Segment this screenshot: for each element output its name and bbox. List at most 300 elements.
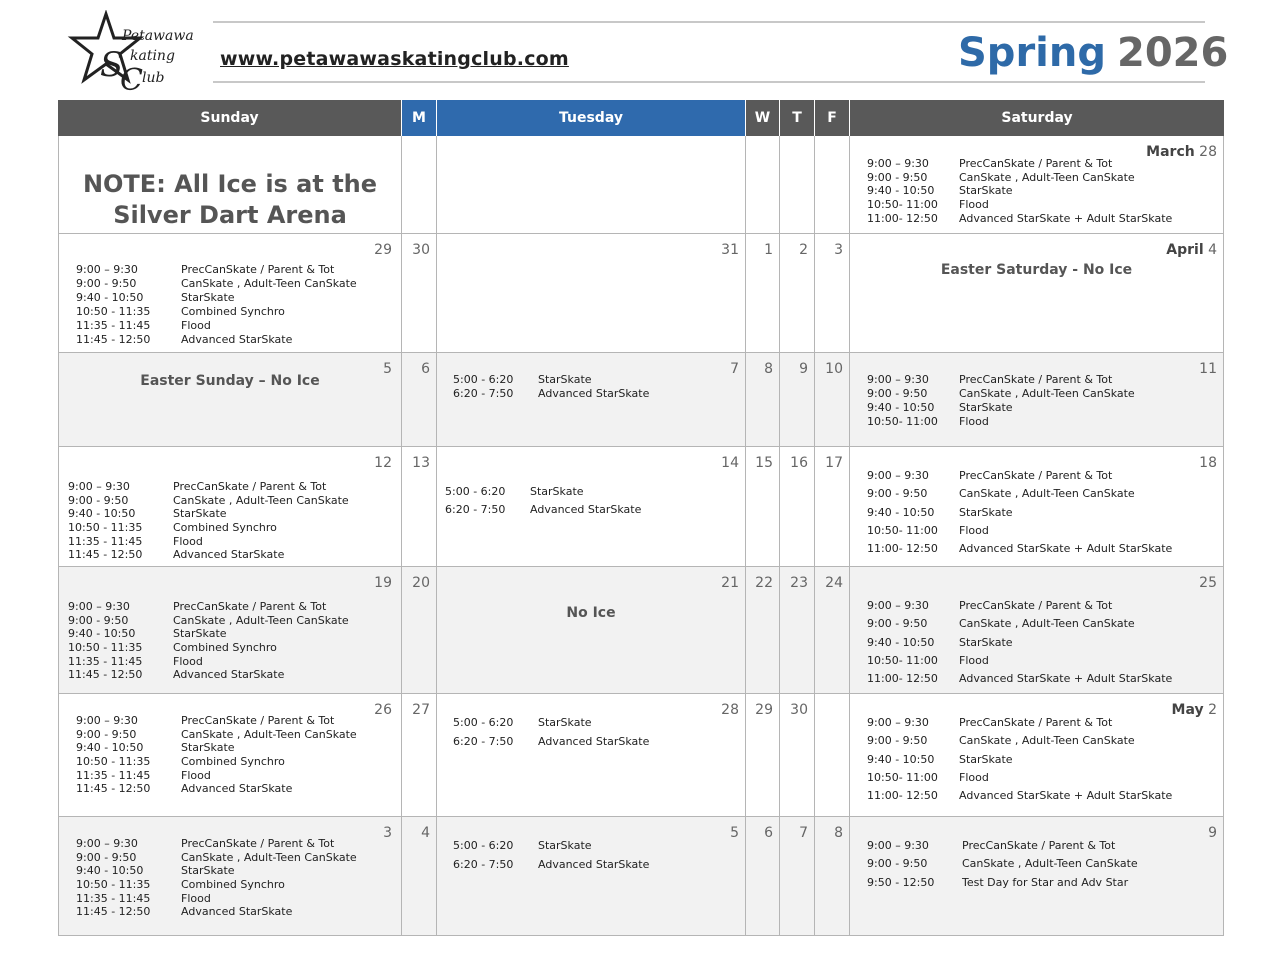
session-activity: StarSkate xyxy=(530,485,584,498)
schedule-row xyxy=(68,507,349,521)
schedule-row xyxy=(76,305,357,319)
session-activity: StarSkate xyxy=(181,864,235,878)
session-time: 9:00 - 9:50 xyxy=(867,170,928,184)
day-number xyxy=(790,455,808,471)
session-time: 9:00 - 9:50 xyxy=(867,857,928,871)
website-link[interactable]: www.petawawaskatingclub.com xyxy=(220,48,569,70)
session-time: 9:40 - 10:50 xyxy=(867,752,935,766)
session-activity: StarSkate xyxy=(538,716,592,729)
day-number xyxy=(764,242,773,258)
schedule-block xyxy=(867,469,1172,560)
schedule-row xyxy=(867,734,1172,752)
session-time: 6:20 - 7:50 xyxy=(453,387,514,400)
day-number-value: 2 xyxy=(1208,702,1217,718)
session-time: 9:00 - 9:50 xyxy=(76,850,137,864)
session-activity: StarSkate xyxy=(959,635,1013,649)
schedule-row xyxy=(867,401,1135,415)
session-time: 11:00- 12:50 xyxy=(867,211,938,225)
day-number xyxy=(825,575,843,591)
day-cell-tue xyxy=(437,353,746,447)
day-number xyxy=(799,242,808,258)
schedule-row xyxy=(867,157,1172,171)
session-time: 5:00 - 6:20 xyxy=(453,839,514,852)
session-time: 11:00- 12:50 xyxy=(867,542,938,556)
session-time: 10:50- 11:00 xyxy=(867,198,938,212)
day-note: Easter Sunday – No Ice xyxy=(140,373,320,389)
schedule-row xyxy=(76,714,357,728)
column-header-sat: Saturday xyxy=(850,100,1224,136)
session-activity: Combined Synchro xyxy=(173,521,277,535)
day-number-value: 8 xyxy=(834,825,843,841)
day-number-value: 27 xyxy=(412,702,430,718)
schedule-row xyxy=(867,789,1172,807)
schedule-block xyxy=(867,599,1172,690)
session-activity: StarSkate xyxy=(538,839,592,852)
day-number xyxy=(412,575,430,591)
session-time: 9:40 - 10:50 xyxy=(76,291,144,304)
day-number-value: 12 xyxy=(374,455,392,471)
schedule-row xyxy=(76,769,357,783)
schedule-row xyxy=(68,548,349,562)
day-number xyxy=(412,702,430,718)
calendar-grid xyxy=(58,100,1224,936)
day-cell-m xyxy=(402,234,437,353)
schedule-row xyxy=(867,599,1172,617)
day-number-value: 25 xyxy=(1199,575,1217,591)
session-time: 11:45 - 12:50 xyxy=(76,782,151,796)
day-cell-f xyxy=(815,447,850,567)
schedule-row xyxy=(68,614,349,628)
day-number xyxy=(1199,361,1217,377)
session-activity: PrecCanSkate / Parent & Tot xyxy=(959,716,1113,729)
session-activity: Advanced StarSkate xyxy=(538,857,650,871)
session-time: 10:50 - 11:35 xyxy=(68,521,143,535)
schedule-row xyxy=(867,506,1172,524)
session-activity: CanSkate , Adult-Teen CanSkate xyxy=(173,493,349,507)
session-time: 10:50 - 11:35 xyxy=(76,755,151,769)
day-number-value: 24 xyxy=(825,575,843,591)
day-cell-w xyxy=(746,353,780,447)
session-time: 11:45 - 12:50 xyxy=(68,668,143,682)
day-cell-sun xyxy=(58,353,402,447)
year-title: 2026 xyxy=(1117,30,1229,76)
session-time: 9:00 – 9:30 xyxy=(76,263,138,276)
schedule-row xyxy=(68,668,349,682)
day-number-value: 20 xyxy=(412,575,430,591)
session-time: 9:50 - 12:50 xyxy=(867,875,935,889)
day-note: Easter Saturday - No Ice xyxy=(940,262,1133,278)
session-activity: StarSkate xyxy=(181,741,235,755)
session-activity: Combined Synchro xyxy=(173,641,277,655)
session-time: 9:00 - 9:50 xyxy=(76,727,137,741)
schedule-row xyxy=(68,600,349,614)
schedule-row xyxy=(76,291,357,305)
session-time: 9:00 – 9:30 xyxy=(68,600,130,613)
day-number xyxy=(374,575,392,591)
day-number-value: 8 xyxy=(764,361,773,377)
schedule-row xyxy=(867,876,1138,894)
session-activity: Combined Synchro xyxy=(181,755,285,769)
day-cell-sat xyxy=(850,817,1224,936)
session-time: 9:40 - 10:50 xyxy=(76,864,144,878)
schedule-row xyxy=(68,535,349,549)
schedule-row xyxy=(867,212,1172,226)
session-time: 9:00 – 9:30 xyxy=(76,714,138,727)
session-time: 9:00 - 9:50 xyxy=(76,277,137,290)
session-activity: CanSkate , Adult-Teen CanSkate xyxy=(959,170,1135,184)
session-time: 9:00 – 9:30 xyxy=(867,373,929,386)
schedule-block xyxy=(867,373,1135,429)
schedule-row xyxy=(867,171,1172,185)
day-number-value: 4 xyxy=(1208,242,1217,258)
session-activity: StarSkate xyxy=(959,752,1013,766)
schedule-block xyxy=(76,714,357,796)
day-number-value: 13 xyxy=(412,455,430,471)
schedule-row xyxy=(76,892,357,906)
schedule-row xyxy=(76,905,357,919)
session-time: 9:00 – 9:30 xyxy=(76,837,138,850)
day-cell-sat xyxy=(850,136,1224,234)
schedule-row xyxy=(867,198,1172,212)
session-time: 9:00 – 9:30 xyxy=(867,157,929,170)
column-header-sun: Sunday xyxy=(58,100,402,136)
day-number-value: 7 xyxy=(799,825,808,841)
day-number-value: 21 xyxy=(721,575,739,591)
session-time: 10:50- 11:00 xyxy=(867,653,938,667)
session-activity: Flood xyxy=(959,198,989,212)
day-number xyxy=(721,575,739,591)
session-activity: StarSkate xyxy=(959,401,1013,414)
schedule-block xyxy=(867,716,1172,807)
day-number-value: 10 xyxy=(825,361,843,377)
day-number xyxy=(421,361,430,377)
session-activity: Advanced StarSkate xyxy=(538,734,650,748)
day-cell-f xyxy=(815,817,850,936)
day-cell-f xyxy=(815,136,850,234)
day-number xyxy=(730,825,739,841)
day-number xyxy=(730,361,739,377)
schedule-row xyxy=(76,333,357,347)
session-activity: CanSkate , Adult-Teen CanSkate xyxy=(181,277,357,290)
schedule-row xyxy=(76,782,357,796)
session-activity: Advanced StarSkate + Adult StarSkate xyxy=(959,672,1173,686)
day-number xyxy=(755,702,773,718)
day-cell-sun xyxy=(58,567,402,694)
session-time: 6:20 - 7:50 xyxy=(453,734,514,748)
column-header-m: M xyxy=(402,100,437,136)
session-time: 9:40 - 10:50 xyxy=(867,635,935,649)
header-rule-bottom xyxy=(213,81,1205,83)
day-cell-m xyxy=(402,353,437,447)
session-activity: CanSkate , Adult-Teen CanSkate xyxy=(962,857,1138,871)
session-time: 10:50- 11:00 xyxy=(867,523,938,537)
day-cell-tue xyxy=(437,567,746,694)
day-cell-sun xyxy=(58,817,402,936)
session-activity: Combined Synchro xyxy=(181,305,285,318)
session-activity: Combined Synchro xyxy=(181,878,285,892)
schedule-row xyxy=(867,839,1138,857)
session-time: 9:00 - 9:50 xyxy=(68,493,129,507)
column-header-f: F xyxy=(815,100,850,136)
session-activity: Test Day for Star and Adv Star xyxy=(962,875,1129,889)
day-cell-sat xyxy=(850,234,1224,353)
schedule-block xyxy=(68,480,349,562)
day-number-value: 5 xyxy=(383,361,392,377)
schedule-row xyxy=(453,716,649,735)
day-number-value: 6 xyxy=(764,825,773,841)
day-cell-m xyxy=(402,136,437,234)
day-note: No Ice xyxy=(566,605,616,621)
schedule-row xyxy=(68,480,349,494)
day-number-value: 3 xyxy=(834,242,843,258)
session-activity: Flood xyxy=(959,770,989,784)
note-line-2: Silver Dart Arena xyxy=(113,201,347,229)
day-number xyxy=(764,361,773,377)
session-time: 9:00 - 9:50 xyxy=(68,613,129,627)
day-number xyxy=(374,455,392,471)
session-activity: Advanced StarSkate xyxy=(538,387,650,400)
session-time: 9:40 - 10:50 xyxy=(68,627,136,641)
day-number-value: 15 xyxy=(755,455,773,471)
session-time: 11:35 - 11:45 xyxy=(76,768,151,782)
schedule-row xyxy=(76,728,357,742)
day-number-value: 28 xyxy=(1199,144,1217,160)
day-cell-t xyxy=(780,567,815,694)
session-time: 6:20 - 7:50 xyxy=(445,503,506,516)
season-title: Spring xyxy=(958,30,1106,76)
session-activity: PrecCanSkate / Parent & Tot xyxy=(173,480,327,493)
day-number xyxy=(790,575,808,591)
schedule-row xyxy=(68,627,349,641)
session-activity: PrecCanSkate / Parent & Tot xyxy=(181,837,335,850)
day-cell-tue xyxy=(437,694,746,817)
schedule-row xyxy=(76,755,357,769)
session-activity: PrecCanSkate / Parent & Tot xyxy=(181,714,335,727)
schedule-row xyxy=(867,654,1172,672)
day-cell-sun xyxy=(58,136,402,234)
day-cell-sat xyxy=(850,447,1224,567)
session-time: 11:45 - 12:50 xyxy=(76,905,151,919)
session-activity: Flood xyxy=(959,415,989,428)
session-activity: Advanced StarSkate xyxy=(173,548,285,562)
day-number-value: 16 xyxy=(790,455,808,471)
schedule-block xyxy=(453,373,649,401)
schedule-block xyxy=(76,837,357,919)
day-cell-m xyxy=(402,447,437,567)
day-number-value: 18 xyxy=(1199,455,1217,471)
session-activity: StarSkate xyxy=(959,505,1013,519)
session-activity: StarSkate xyxy=(173,627,227,641)
session-activity: StarSkate xyxy=(181,291,235,304)
schedule-block xyxy=(445,485,641,521)
session-time: 9:00 – 9:30 xyxy=(867,716,929,729)
day-cell-tue xyxy=(437,234,746,353)
schedule-row xyxy=(867,487,1172,505)
day-cell-t xyxy=(780,234,815,353)
schedule-row xyxy=(867,636,1172,654)
session-time: 9:40 - 10:50 xyxy=(867,184,935,198)
svg-text:S: S xyxy=(100,45,124,85)
day-cell-tue xyxy=(437,447,746,567)
session-time: 9:00 – 9:30 xyxy=(68,480,130,493)
schedule-row xyxy=(68,521,349,535)
session-activity: PrecCanSkate / Parent & Tot xyxy=(959,469,1113,482)
schedule-row xyxy=(867,184,1172,198)
day-cell-sun xyxy=(58,694,402,817)
session-time: 10:50 - 11:35 xyxy=(76,305,151,318)
schedule-row xyxy=(453,858,649,877)
day-number-value: 14 xyxy=(721,455,739,471)
month-label: May xyxy=(1171,702,1204,718)
day-number xyxy=(1199,575,1217,591)
schedule-row xyxy=(867,753,1172,771)
day-number-value: 9 xyxy=(1208,825,1217,841)
svg-text:C: C xyxy=(120,63,143,94)
skating-club-logo xyxy=(60,10,210,94)
schedule-row xyxy=(76,319,357,333)
session-activity: Advanced StarSkate xyxy=(181,905,293,919)
schedule-row xyxy=(453,373,649,387)
day-cell-w xyxy=(746,447,780,567)
schedule-row xyxy=(867,415,1135,429)
day-number xyxy=(421,825,430,841)
session-activity: Advanced StarSkate + Adult StarSkate xyxy=(959,789,1173,803)
session-activity: PrecCanSkate / Parent & Tot xyxy=(959,599,1113,612)
session-activity: CanSkate , Adult-Teen CanSkate xyxy=(181,850,357,864)
day-cell-w xyxy=(746,817,780,936)
day-number xyxy=(721,455,739,471)
session-activity: PrecCanSkate / Parent & Tot xyxy=(959,373,1113,386)
day-number-value: 6 xyxy=(421,361,430,377)
schedule-row xyxy=(867,672,1172,690)
day-cell-t xyxy=(780,136,815,234)
day-number xyxy=(383,825,392,841)
session-activity: Advanced StarSkate xyxy=(173,668,285,682)
session-activity: Flood xyxy=(173,534,203,548)
session-activity: Advanced StarSkate + Adult StarSkate xyxy=(959,542,1173,556)
day-cell-f xyxy=(815,694,850,817)
session-activity: PrecCanSkate / Parent & Tot xyxy=(181,263,335,276)
day-number xyxy=(755,455,773,471)
session-activity: PrecCanSkate / Parent & Tot xyxy=(173,600,327,613)
svg-text:Petawawa: Petawawa xyxy=(122,28,194,44)
day-cell-w xyxy=(746,567,780,694)
session-time: 5:00 - 6:20 xyxy=(445,485,506,498)
day-number-value: 29 xyxy=(374,242,392,258)
day-number xyxy=(1199,455,1217,471)
day-number xyxy=(799,361,808,377)
day-number xyxy=(834,825,843,841)
day-cell-w xyxy=(746,694,780,817)
day-number xyxy=(825,361,843,377)
day-cell-tue xyxy=(437,817,746,936)
session-time: 9:00 - 9:50 xyxy=(867,617,928,631)
schedule-row xyxy=(76,851,357,865)
day-cell-t xyxy=(780,353,815,447)
day-number-value: 4 xyxy=(421,825,430,841)
day-cell-m xyxy=(402,567,437,694)
day-number xyxy=(721,242,739,258)
session-activity: Flood xyxy=(959,653,989,667)
day-number-value: 30 xyxy=(412,242,430,258)
session-activity: StarSkate xyxy=(959,184,1013,198)
day-cell-sat xyxy=(850,694,1224,817)
session-activity: Advanced StarSkate xyxy=(181,333,293,346)
session-activity: StarSkate xyxy=(173,507,227,521)
schedule-row xyxy=(76,263,357,277)
schedule-block xyxy=(76,263,357,347)
day-number-value: 7 xyxy=(730,361,739,377)
session-time: 10:50 - 11:35 xyxy=(76,878,151,892)
day-number xyxy=(374,702,392,718)
session-time: 6:20 - 7:50 xyxy=(453,857,514,871)
schedule-block xyxy=(867,839,1138,894)
session-activity: Flood xyxy=(959,523,989,537)
day-number-value: 26 xyxy=(374,702,392,718)
column-header-w: W xyxy=(746,100,780,136)
session-time: 9:40 - 10:50 xyxy=(76,741,144,755)
schedule-block xyxy=(453,839,649,876)
schedule-block xyxy=(68,600,349,682)
day-number-value: 29 xyxy=(755,702,773,718)
day-number-value: 22 xyxy=(755,575,773,591)
svg-text:lub: lub xyxy=(142,70,165,86)
session-activity: CanSkate , Adult-Teen CanSkate xyxy=(181,727,357,741)
day-cell-sun xyxy=(58,234,402,353)
schedule-block xyxy=(453,716,649,753)
session-activity: Flood xyxy=(173,654,203,668)
session-activity: PrecCanSkate / Parent & Tot xyxy=(959,157,1113,170)
session-time: 9:00 - 9:50 xyxy=(867,487,928,501)
day-number xyxy=(790,702,808,718)
schedule-block xyxy=(867,157,1172,225)
day-number-value: 5 xyxy=(730,825,739,841)
schedule-row xyxy=(867,771,1172,789)
schedule-row xyxy=(453,735,649,754)
session-time: 9:00 – 9:30 xyxy=(867,599,929,612)
session-activity: Flood xyxy=(181,768,211,782)
day-number-value: 19 xyxy=(374,575,392,591)
month-label: April xyxy=(1166,242,1204,258)
day-number-value: 2 xyxy=(799,242,808,258)
day-number xyxy=(764,825,773,841)
schedule-row xyxy=(867,716,1172,734)
day-cell-f xyxy=(815,353,850,447)
session-time: 5:00 - 6:20 xyxy=(453,716,514,729)
session-activity: Flood xyxy=(181,891,211,905)
day-number xyxy=(412,242,430,258)
schedule-row xyxy=(76,878,357,892)
session-time: 11:35 - 11:45 xyxy=(68,654,143,668)
session-activity: CanSkate , Adult-Teen CanSkate xyxy=(173,613,349,627)
schedule-row xyxy=(867,857,1138,875)
schedule-row xyxy=(867,373,1135,387)
session-activity: Flood xyxy=(181,319,211,332)
session-activity: CanSkate , Adult-Teen CanSkate xyxy=(959,617,1135,631)
day-number-value: 30 xyxy=(790,702,808,718)
session-time: 10:50- 11:00 xyxy=(867,415,938,428)
column-header-t: T xyxy=(780,100,815,136)
day-number-value: 28 xyxy=(721,702,739,718)
schedule-row xyxy=(445,485,641,503)
schedule-row xyxy=(867,469,1172,487)
session-time: 11:00- 12:50 xyxy=(867,672,938,686)
day-cell-t xyxy=(780,694,815,817)
session-activity: CanSkate , Adult-Teen CanSkate xyxy=(959,487,1135,501)
day-number xyxy=(374,242,392,258)
day-number-value: 17 xyxy=(825,455,843,471)
schedule-row xyxy=(76,741,357,755)
